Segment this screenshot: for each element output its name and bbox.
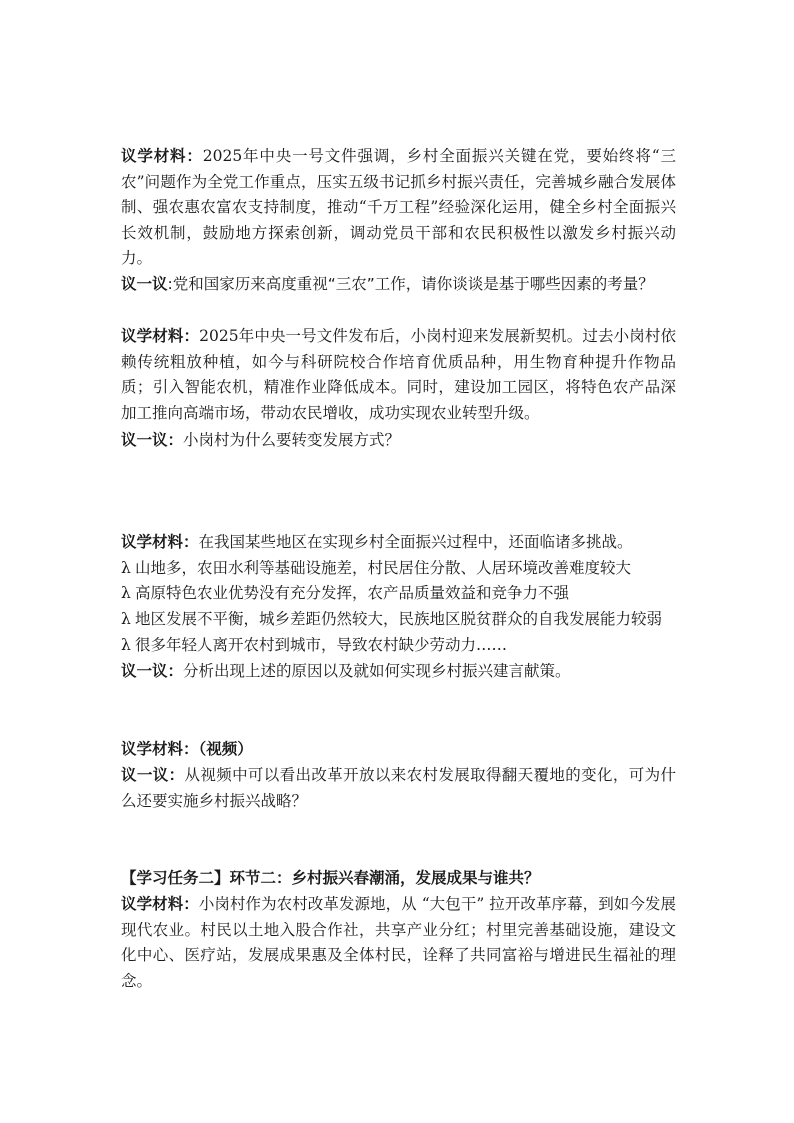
bullet-text: 地区发展不平衡，城乡差距仍然较大，民族地区脱贫群众的自我发展能力较弱 [135,609,663,628]
question-text: 从视频中可以看出改革开放以来农村发展取得翻天覆地的变化，可为什么还要实施乡村振兴战略？ [121,766,676,810]
bullet-symbol: λ [121,635,131,654]
material-text: 2025年中央一号文件发布后，小岗村迎来发展新契机。过去小岗村依赖传统粗放种植，如今与科研院校合作培育优质品种，用生物育种提升作物品质；引入智能农机，精准作业降低成本。同时，建设加工园区，将特色农产品深加工推向高端市场，带动农民增收，成功实现农业转型升级。 [121,327,676,422]
bullet-symbol: λ [121,584,131,603]
document-content [121,143,676,994]
material-label: 议学材料： [121,738,199,758]
bullet-item-2 [121,581,676,607]
question-label: 议一议： [121,661,184,681]
bullet-text: 很多年轻人离开农村到城市，导致农村缺少劳动力…… [135,635,508,654]
material-label: 议学材料： [121,326,200,346]
question-text: 分析出现上述的原因以及就如何实现乡村振兴建言献策。 [183,662,571,681]
material-label: 议学材料： [121,894,199,914]
bullet-text: 高原特色农业优势没有充分发挥，农产品质量效益和竞争力不强 [135,584,570,603]
question-label: 议一议： [121,429,184,449]
spacer [121,685,676,736]
material-paragraph-1 [121,143,676,272]
material-label: 议学材料： [121,146,203,165]
section-heading: 【学习任务二】环节二：乡村振兴春潮涌，发展成果与谁共？ [121,868,540,888]
bullet-text: 山地多，农田水利等基础设施差，村民居住分散、人居环境改善难度较大 [135,558,632,577]
question-label: 议一议： [121,765,185,785]
question-paragraph-1 [121,272,676,298]
question-text: 小岗村为什么要转变发展方式？ [183,430,401,449]
material-text: （视频） [198,738,253,758]
question-paragraph-2 [121,427,676,454]
material-text: 在我国某些地区在实现乡村全面振兴过程中，还面临诸多挑战。 [198,533,633,552]
question-text: :党和国家历来高度重视“三农”工作，请你谈谈是基于哪些因素的考量？ [167,274,654,293]
material-text: 小岗村作为农村改革发源地，从 “大包干” 拉开改革序幕，到如今发展现代农业。村民以土地入股合作社，共享产业分红；村里完善基础设施，建设文化中心、医疗站，发展成果惠及全体村民，诠释了共同富裕与增进民生福祉的理念。 [121,895,676,990]
bullet-item-3 [121,607,676,633]
question-label: 议一议 [121,274,168,293]
spacer [121,298,676,324]
spacer [121,814,676,865]
question-paragraph-3 [121,658,676,685]
material-text: 2025年中央一号文件强调，乡村全面振兴关键在党，要始终将“三农”问题作为全党工作重点，压实五级书记抓乡村振兴责任，完善城乡融合发展体制、强农惠农富农支持制度，推动“千万工程”经验深化运用，健全乡村全面振兴长效机制，鼓励地方探索创新，调动党员干部和农民积极性以激发乡村振兴动力。 [121,147,676,268]
material-paragraph-4 [121,736,676,763]
material-label: 议学材料： [121,532,199,552]
material-paragraph-2 [121,323,676,426]
question-paragraph-4 [121,762,676,814]
bullet-symbol: λ [121,609,131,628]
bullet-item-4 [121,633,676,659]
material-paragraph-5 [121,891,676,994]
bullet-symbol: λ [121,558,131,577]
spacer [121,453,676,529]
material-paragraph-3 [121,529,676,556]
bullet-item-1 [121,556,676,582]
